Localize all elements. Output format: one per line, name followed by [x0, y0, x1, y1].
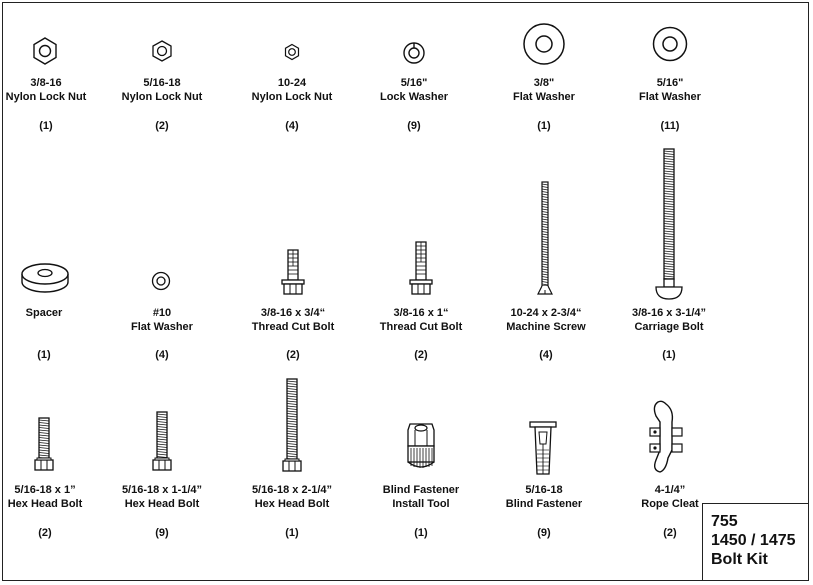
item-quantity: (9) — [537, 527, 551, 539]
item-quantity: (4) — [155, 349, 169, 361]
carriage-bolt-icon — [654, 147, 684, 312]
item-label: 5/16-18 Nylon Lock Nut — [121, 77, 203, 103]
item-quantity: (4) — [285, 120, 299, 132]
item-quantity: (2) — [663, 527, 677, 539]
item-label: 5/16" Lock Washer — [379, 77, 449, 103]
item-label: Spacer — [25, 307, 63, 319]
flat-washer-icon — [522, 22, 566, 71]
kit-models: 1450 / 1475 — [711, 532, 796, 549]
hex-bolt-icon — [280, 377, 304, 480]
item-quantity: (1) — [39, 120, 53, 132]
item-label: 3/8" Flat Washer — [513, 77, 575, 103]
item-label: Blind Fastener Install Tool — [382, 484, 460, 510]
item-label: 5/16-18 x 1-1/4” Hex Head Bolt — [121, 484, 203, 510]
thread-cut-bolt-icon — [280, 248, 306, 303]
item-label: 10-24 x 2-3/4“ Machine Screw — [506, 307, 586, 333]
machine-screw-icon — [537, 180, 553, 305]
item-label: #10 Flat Washer — [131, 307, 193, 333]
kit-number: 755 — [711, 513, 738, 530]
item-label: 10-24 Nylon Lock Nut — [251, 77, 333, 103]
flat-washer-icon — [151, 271, 171, 296]
rope-cleat-icon — [644, 400, 688, 479]
item-quantity: (2) — [414, 349, 428, 361]
item-quantity: (1) — [414, 527, 428, 539]
item-quantity: (1) — [662, 349, 676, 361]
install-tool-icon — [404, 420, 438, 477]
item-quantity: (2) — [286, 349, 300, 361]
item-label: 3/8-16 x 3-1/4” Carriage Bolt — [632, 307, 706, 333]
item-quantity: (2) — [38, 527, 52, 539]
lock-washer-icon — [402, 41, 426, 70]
item-quantity: (9) — [155, 527, 169, 539]
hex-nut-icon — [150, 39, 174, 68]
item-label: 5/16-18 x 1” Hex Head Bolt — [7, 484, 83, 510]
item-quantity: (1) — [285, 527, 299, 539]
item-quantity: (1) — [37, 349, 51, 361]
item-quantity: (11) — [660, 120, 680, 132]
item-quantity: (9) — [407, 120, 421, 132]
item-label: 5/16-18 x 2-1/4” Hex Head Bolt — [251, 484, 333, 510]
thread-cut-bolt-icon — [408, 240, 434, 303]
blind-fastener-icon — [528, 420, 558, 483]
item-quantity: (2) — [155, 120, 169, 132]
item-label: 3/8-16 x 3/4“ Thread Cut Bolt — [251, 307, 335, 333]
item-label: 3/8-16 x 1“ Thread Cut Bolt — [379, 307, 463, 333]
hex-nut-icon — [30, 36, 60, 71]
item-quantity: (1) — [537, 120, 551, 132]
kit-title-box — [702, 503, 809, 581]
kit-name: Bolt Kit — [711, 551, 768, 568]
item-label: 3/8-16 Nylon Lock Nut — [5, 77, 87, 103]
item-label: 5/16" Flat Washer — [639, 77, 701, 103]
item-quantity: (4) — [539, 349, 553, 361]
spacer-icon — [20, 262, 70, 301]
hex-nut-icon — [283, 43, 301, 66]
flat-washer-icon — [652, 26, 688, 67]
item-label: 4-1/4” Rope Cleat — [641, 484, 699, 510]
hex-bolt-icon — [32, 416, 56, 479]
hex-bolt-icon — [150, 410, 174, 479]
item-label: 5/16-18 Blind Fastener — [505, 484, 583, 510]
